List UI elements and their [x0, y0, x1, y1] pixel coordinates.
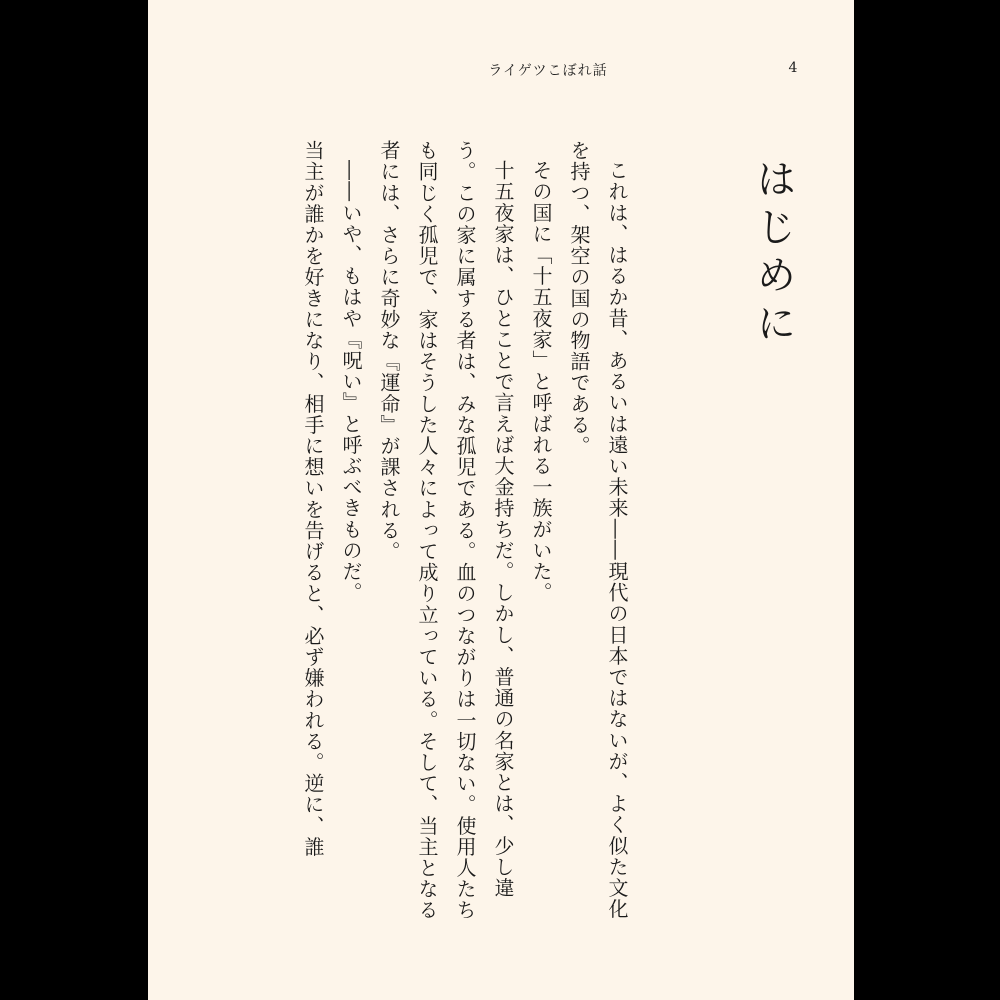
book-page: [148, 0, 854, 1000]
paragraph: これは、はるか昔、あるいは遠い未来――現代の日本ではないが、よく似た文化を持つ、架空の国の物語である。: [567, 140, 629, 920]
paragraph: 当主が誰かを好きになり、相手に想いを告げると、必ず嫌われる。逆に、誰: [301, 140, 325, 858]
chapter-title: はじめに: [750, 158, 796, 350]
running-title: ライゲツこぼれ話: [488, 63, 608, 79]
paragraph: 十五夜家は、ひとことで言えば大金持ちだ。しかし、普通の名家とは、少し違う。この家に属する者は、みな孤児である。血のつながりは一切ない。使用人たちも同じく孤児で、家はそうした人々によって成り立っている。そして、当主となる者には、さらに奇妙な『運命』が課される。: [377, 140, 515, 921]
paragraph: その国に「十五夜家」と呼ばれる一族がいた。: [529, 160, 553, 604]
body-text: [294, 140, 636, 940]
paragraph: ――いや、もはや『呪い』と呼ぶべきものだ。: [339, 160, 363, 604]
page-number: 4: [788, 60, 798, 76]
